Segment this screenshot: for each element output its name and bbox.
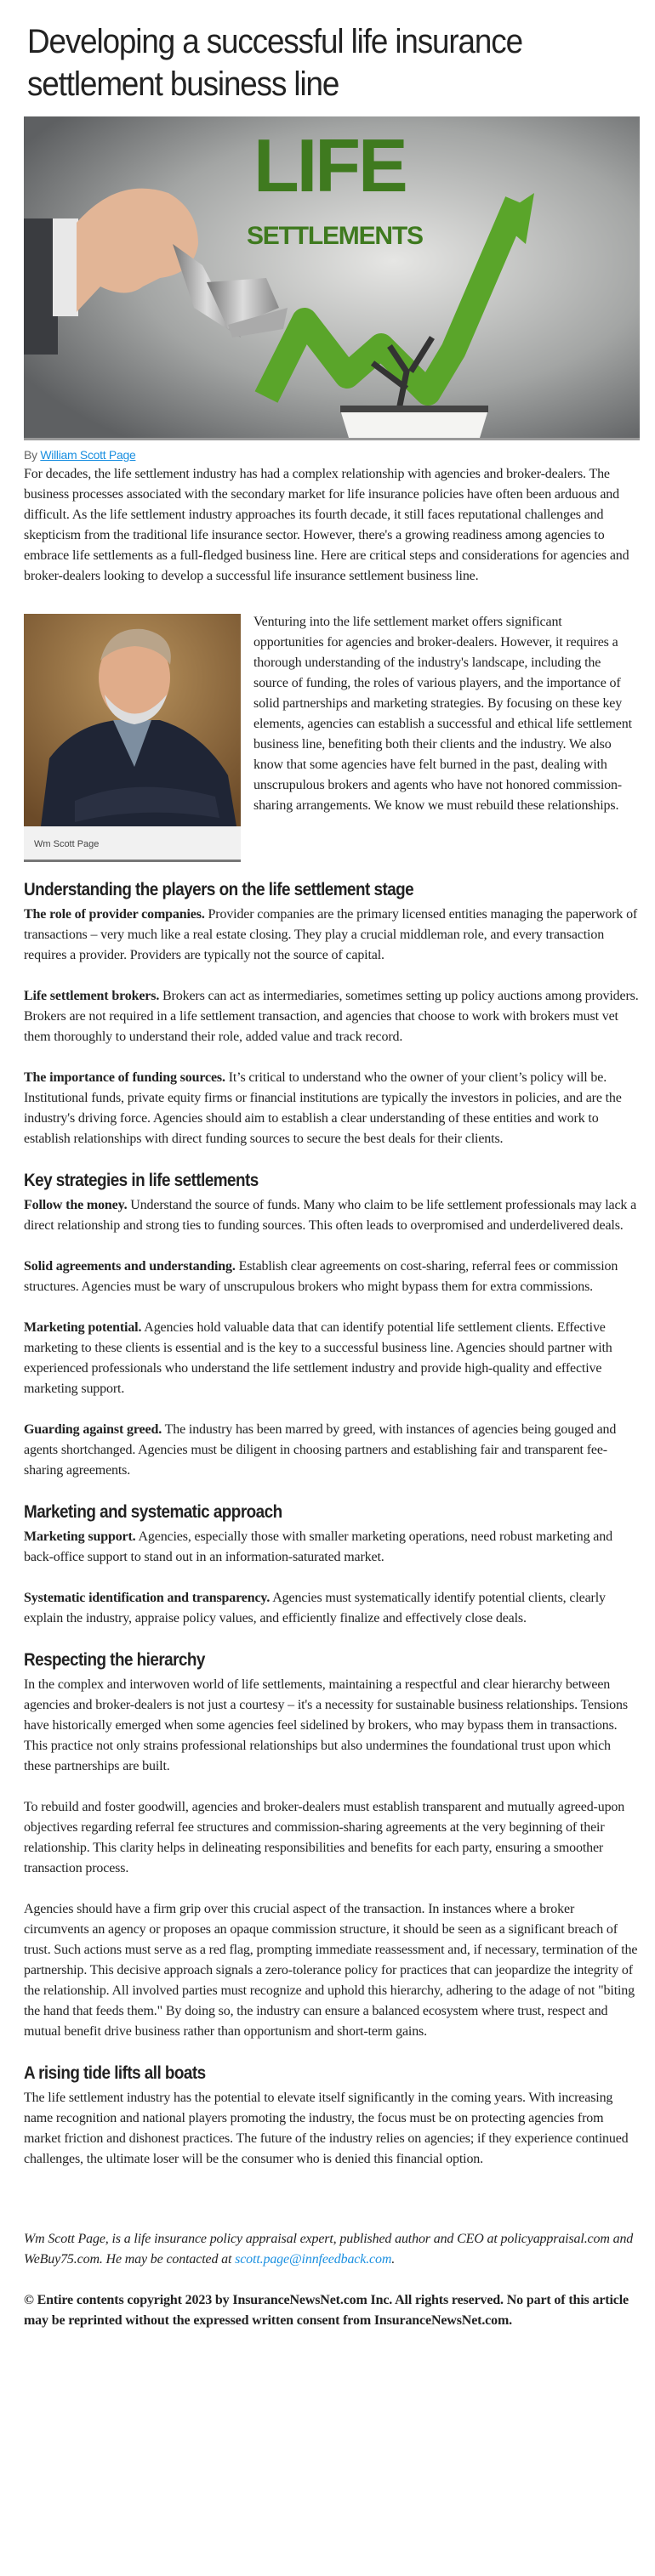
paragraph-text: Provider companies are the primary licensed entities managing the paperwork of transactions – very much like a real estate closing. They play a crucial middleman role, and every transaction requires a provider. Providers are typically not the source of capital. (24, 907, 638, 962)
section-paragraph (24, 1318, 640, 1399)
article (24, 0, 640, 2352)
section-paragraph (24, 1068, 640, 1149)
paragraph-lead: Solid agreements and understanding. (24, 1259, 236, 1274)
life-logo-text (247, 123, 423, 250)
paragraph-text: To rebuild and foster goodwill, agencies and broker-dealers must establish transparent and mutually agreed-upon objectives regarding referral fee structures and commission-sharing agreements at the very beginning of their relationship. This clarity helps in delineating responsibilities and benefits for each party, ensuring a smoother transaction process. (24, 1800, 625, 1875)
byline-prefix: By (24, 448, 37, 462)
paragraph-lead: Marketing potential. (24, 1320, 142, 1335)
section-heading: Key strategies in life settlements (24, 1171, 259, 1190)
paragraph-text: Agencies should have a firm grip over this crucial aspect of the transaction. In instances where a broker circumvents an agency or proposes an opaque commission structure, it should be seen as a significant breach of trust. Such actions must serve as a red flag, prompting immediate reassessment and, if necessary, termination of the partnership. This decisive approach signals a zero-tolerance policy for practices that can jeopardize the integrity of the relationship. All involved parties must recognize and uphold this hierarchy, adhering to the adage of not "biting the hand that feeds them." By doing so, the industry can ensure a balanced ecosystem where trust, respect and mutual benefit drive business rather than opportunism and short-term gains. (24, 1902, 638, 2039)
paragraph-lead: Life settlement brokers. (24, 989, 160, 1003)
section-paragraph (24, 1797, 640, 1879)
paragraph-text: The life settlement industry has the potential to elevate itself significantly in the coming years. With increasing name recognition and national players promoting the industry, the focus must be on protecting agencies from market friction and dishonest practices. The future of the industry relies on agencies; if they experience continued challenges, the ultimate loser will be the consumer who is denied this financial option. (24, 2091, 629, 2166)
section-paragraph (24, 1527, 640, 1568)
svg-text:LIFE: LIFE (253, 123, 406, 207)
section-paragraph (24, 905, 640, 966)
paragraph-text: Understand the source of funds. Many who claim to be life settlement professionals may lack a direct relationship and strong ties to funding sources. This often leads to overpromised and underdelivered deals. (24, 1198, 637, 1233)
section-paragraph (24, 1588, 640, 1629)
section-paragraph (24, 2088, 640, 2170)
page-title: Developing a successful life insurance settlement business line (27, 23, 522, 103)
paragraph-lead: Guarding against greed. (24, 1422, 162, 1437)
section-paragraph (24, 1420, 640, 1481)
copyright-notice: © Entire contents copyright 2023 by InsuranceNewsNet.com Inc. All rights reserved. No part of this article may be reprinted without the expressed written consent from InsuranceNewsNet.com. (24, 2293, 629, 2328)
intro-paragraph: For decades, the life settlement industry has had a complex relationship with agencies and broker-dealers. The business processes associated with the secondary market for life insurance policies have often been arduous and difficult. As the life settlement industry approaches its fourth decade, it still faces reputational challenges and skepticism from the traditional life insurance sector. However, there's a growing readiness among agencies to embrace life settlements as a full-fledged business line. Here are critical steps and considerations for agencies and broker-dealers looking to develop a successful life insurance settlement business line. (24, 467, 629, 583)
author-photo (24, 614, 241, 826)
paragraph-lead: Marketing support. (24, 1529, 136, 1544)
paragraph-lead: The role of provider companies. (24, 907, 205, 922)
author-link[interactable]: William Scott Page (40, 448, 136, 462)
photo-side-paragraph: Venturing into the life settlement market offers significant opportunities for agencies and broker-dealers. However, it requires a thorough understanding of the industry's landscape, including the source of funding, the roles of various players, and the importance of solid partnerships and marketing strategies. By focusing on these key elements, agencies can establish a successful and ethical life settlement business line, benefiting both their clients and the industry. We also know that some agencies have felt burned in the past, dealing with unscrupulous brokers and agents who have not honored commission-sharing arrangements. We know we must rebuild these relationships. (253, 615, 632, 813)
author-bio (24, 2229, 640, 2270)
section-heading: Respecting the hierarchy (24, 1650, 205, 1670)
section-paragraph (24, 1675, 640, 1777)
author-figure (24, 614, 241, 862)
section-heading: A rising tide lifts all boats (24, 2063, 206, 2083)
section-paragraph (24, 986, 640, 1047)
author-figure-row (24, 612, 640, 862)
paragraph-lead: Follow the money. (24, 1198, 128, 1212)
photo-caption: Wm Scott Page (24, 826, 241, 862)
section-paragraph (24, 1257, 640, 1297)
section-paragraph (24, 1195, 640, 1236)
hero-image (24, 116, 640, 440)
byline (24, 445, 640, 464)
paragraph-text: It’s critical to understand who the owner of your client’s policy will be. Institutional funds, private equity firms or financial institutions are typically the investors in policies, and are the industry's driving force. Agencies should aim to establish a clear understanding of these entities and work to establish relationships with direct funding sources to secure the best deals for their clients. (24, 1070, 622, 1146)
paragraph-text: The industry has been marred by greed, with instances of agencies being gouged and agents shortchanged. Agencies must be diligent in choosing partners and establishing fair and transparent fee-sharing agreements. (24, 1422, 617, 1478)
paragraph-lead: Systematic identification and transparency. (24, 1591, 271, 1605)
svg-text:SETTLEMENTS: SETTLEMENTS (247, 222, 423, 250)
paragraph-text: Brokers can act as intermediaries, sometimes setting up policy auctions among providers. Brokers are not required in a life settlement transaction, and agencies that choose to work with brokers must vet them thoroughly to understand their role, added value and track record. (24, 989, 639, 1044)
paragraph-text: Establish clear agreements on cost-sharing, referral fees or commission structures. Agencies must be wary of unscrupulous brokers who might bypass them for extra commissions. (24, 1259, 618, 1294)
paragraph-text: Agencies hold valuable data that can identify potential life settlement clients. Effective marketing to these clients is essential and is the key to a successful business line. Agencies should partner with experienced professionals who understand the life settlement industry and provide high-quality and effective marketing support. (24, 1320, 612, 1396)
section-heading: Understanding the players on the life settlement stage (24, 880, 414, 899)
bio-end: . (391, 2252, 396, 2267)
author-email-link[interactable]: scott.page@innfeedback.com (235, 2252, 392, 2267)
paragraph-lead: The importance of funding sources. (24, 1070, 225, 1085)
paragraph-text: Agencies must systematically identify potential clients, clearly explain the industry, appraise policy values, and efficiently finalize and effectively close deals. (24, 1591, 606, 1626)
bio-text: Wm Scott Page, is a life insurance policy appraisal expert, published author and CEO at policyappraisal.com and WeBuy75.com. He may be contacted at (24, 2232, 634, 2267)
article-sections (24, 879, 640, 2170)
paragraph-text: Agencies, especially those with smaller marketing operations, need robust marketing and back-office support to stand out in an information-saturated market. (24, 1529, 612, 1564)
section-heading: Marketing and systematic approach (24, 1502, 282, 1522)
section-paragraph (24, 1899, 640, 2042)
paragraph-text: In the complex and interwoven world of life settlements, maintaining a respectful and clear hierarchy between agencies and broker-dealers is not just a courtesy – it's a necessity for sustainable business relationships. Tensions have historically emerged when some agencies feel sidelined by brokers, who may bypass them in transactions. This practice not only strains professional relationships but also undermines the foundational trust upon which these partnerships are built. (24, 1677, 628, 1773)
